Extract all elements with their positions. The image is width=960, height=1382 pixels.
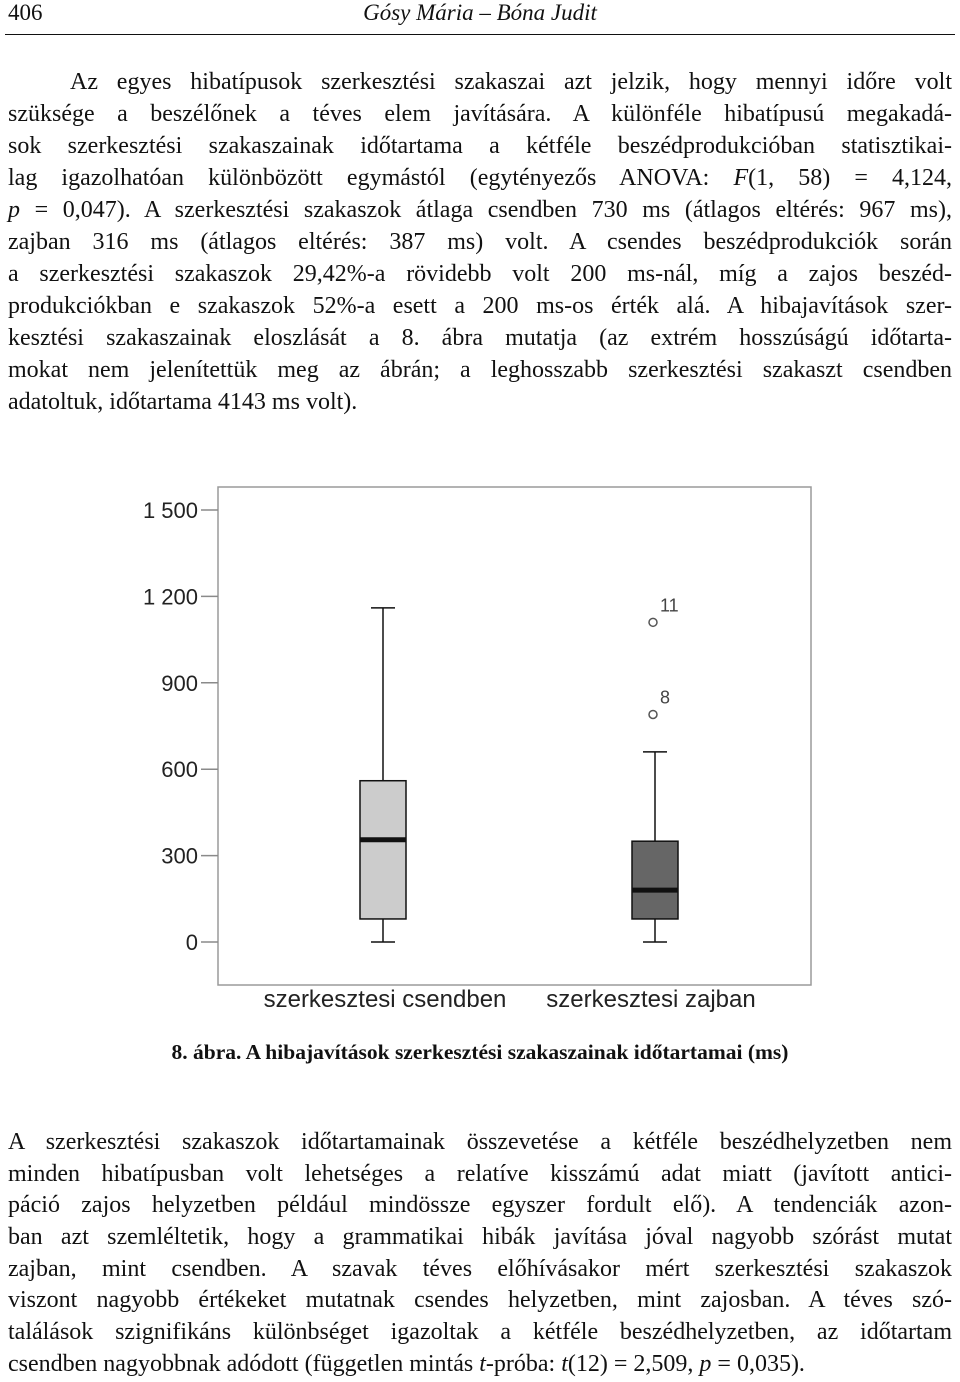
text-line-content [8,1254,952,1286]
text-run: kesztési szakaszainak eloszlását a 8. ábra mutatja (az extrém hosszúságú időtarta- [8,325,952,351]
text-line [8,130,952,162]
text-run: ban azt szemléltetik, hogy a grammatikai hibák javítása jóval nagyobb szórást mutat [8,1224,952,1251]
text-line-content [8,1190,952,1222]
text-line [8,258,952,290]
text-run: -próba: [485,1350,562,1377]
outlier-label: 8 [660,687,671,708]
text-line-content [8,1317,952,1349]
text-run: (1, 58) = 4,124, [748,165,952,191]
page-number: 406 [8,0,43,25]
text-line [8,322,952,354]
text-run: csendben nagyobbnak adódott (független mintás [8,1350,480,1377]
text-line-content [8,258,952,290]
text-run: Az egyes hibatípusok szerkesztési szakaszai azt jelzik, hogy mennyi időre volt [70,69,952,95]
figure-caption: 8. ábra. A hibajavítások szerkesztési szakaszainak időtartamai (ms) [171,1040,789,1064]
text-run: zajban, mint csendben. A szavak téves előhívásakor mért szerkesztési szakaszok [8,1255,952,1282]
paragraph-2 [8,1127,952,1381]
text-run: a szerkesztési szakaszok 29,42%-a rövidebb volt 200 ms-nál, míg a zajos beszéd- [8,261,952,287]
text-line [8,1317,952,1349]
text-run: (12) = 2,509, [567,1350,700,1377]
outlier-label: 11 [660,595,679,616]
y-tick-label: 1 500 [142,498,198,523]
text-line-content [8,1349,805,1381]
text-run: mokat nem jelenítettük meg az ábrán; a leghosszabb szerkesztési szakaszt csendben [8,357,952,383]
italic-symbol: t [561,1350,568,1377]
text-line-content [8,162,952,194]
outlier-point [649,618,657,626]
text-run: találások szignifikáns különbséget igazoltak a kétféle beszédhelyzetben, az időtartam [8,1319,952,1346]
italic-symbol: t [479,1350,486,1377]
italic-symbol: p [8,197,20,223]
text-run: szüksége a beszélőnek a téves elem javítására. A különféle hibatípusú megakadá- [8,101,952,127]
italic-symbol: p [699,1350,712,1377]
text-run: zajban 316 ms (átlagos eltérés: 387 ms) volt. A csendes beszédprodukciók során [8,229,952,255]
text-run: = 0,035). [711,1350,805,1377]
plot-area [143,487,811,1013]
text-run: minden hibatípusban volt lehetséges a relatíve kisszámú adat miatt (javított antici- [8,1160,952,1187]
y-tick-label: 600 [161,757,198,783]
text-line-content [8,1159,952,1191]
box-2 [632,841,678,919]
text-line-content [70,66,952,98]
text-run: lag igazolhatóan különbözött egymástól (egytényezős ANOVA: [8,165,734,191]
text-line-content [8,98,952,130]
text-line [8,1159,952,1191]
text-line [8,98,952,130]
text-line-content [8,322,952,354]
plot-frame [218,487,811,985]
text-line [8,386,952,418]
text-line [8,1349,952,1381]
y-tick-label: 900 [161,670,198,696]
text-line-content [8,1222,952,1254]
text-run: páció zajos helyzetben például mindössze egyszer fordult elő). A tendenciák azon- [8,1192,952,1219]
text-run: produkciókban e szakaszok 52%-a esett a 200 ms-os érték alá. A hibajavítások szer- [8,293,952,319]
text-line-content [8,354,952,386]
text-line [8,354,952,386]
box-1 [360,781,406,919]
text-line [8,66,952,98]
paragraph-1 [8,66,952,418]
text-run: adatoltuk, időtartama 4143 ms volt). [8,389,358,415]
outlier-point [649,710,657,718]
text-line-content [8,290,952,322]
y-tick-label: 1 200 [142,584,198,610]
text-run: A szerkesztési szakaszok időtartamainak összevetése a kétféle beszédhelyzetben nem [8,1129,952,1155]
text-line [8,226,952,258]
text-run: sok szerkesztési szakaszainak időtartama a kétféle beszédprodukcióban statisztikai- [8,133,952,159]
text-line [8,1254,952,1286]
text-line-content [8,1127,952,1159]
text-line [8,1190,952,1222]
text-run: viszont nagyobb értékeket mutatnak csendes helyzetben, mint zajosban. A téves szó- [8,1287,952,1314]
italic-symbol: F [733,165,749,191]
text-line-content [8,194,952,226]
text-line-content [8,1285,952,1317]
text-line [8,1127,952,1159]
text-line [8,290,952,322]
text-line-content [8,226,952,258]
y-tick-label: 0 [185,930,198,955]
text-line [8,194,952,226]
text-line-content [8,130,952,162]
text-run: = 0,047). A szerkesztési szakaszok átlaga csendben 730 ms (átlagos eltérés: 967 ms), [20,197,952,223]
text-line-content [8,386,357,418]
running-header-authors: Gósy Mária – Bóna Judit [363,0,597,25]
header-rule [5,34,955,35]
text-line [8,162,952,194]
category-label: szerkesztesi zajban [546,986,756,1013]
text-line [8,1285,952,1317]
text-line [8,1222,952,1254]
category-label: szerkesztesi csendben [263,986,507,1013]
boxplot-chart [0,470,960,1030]
y-tick-label: 300 [161,843,198,869]
